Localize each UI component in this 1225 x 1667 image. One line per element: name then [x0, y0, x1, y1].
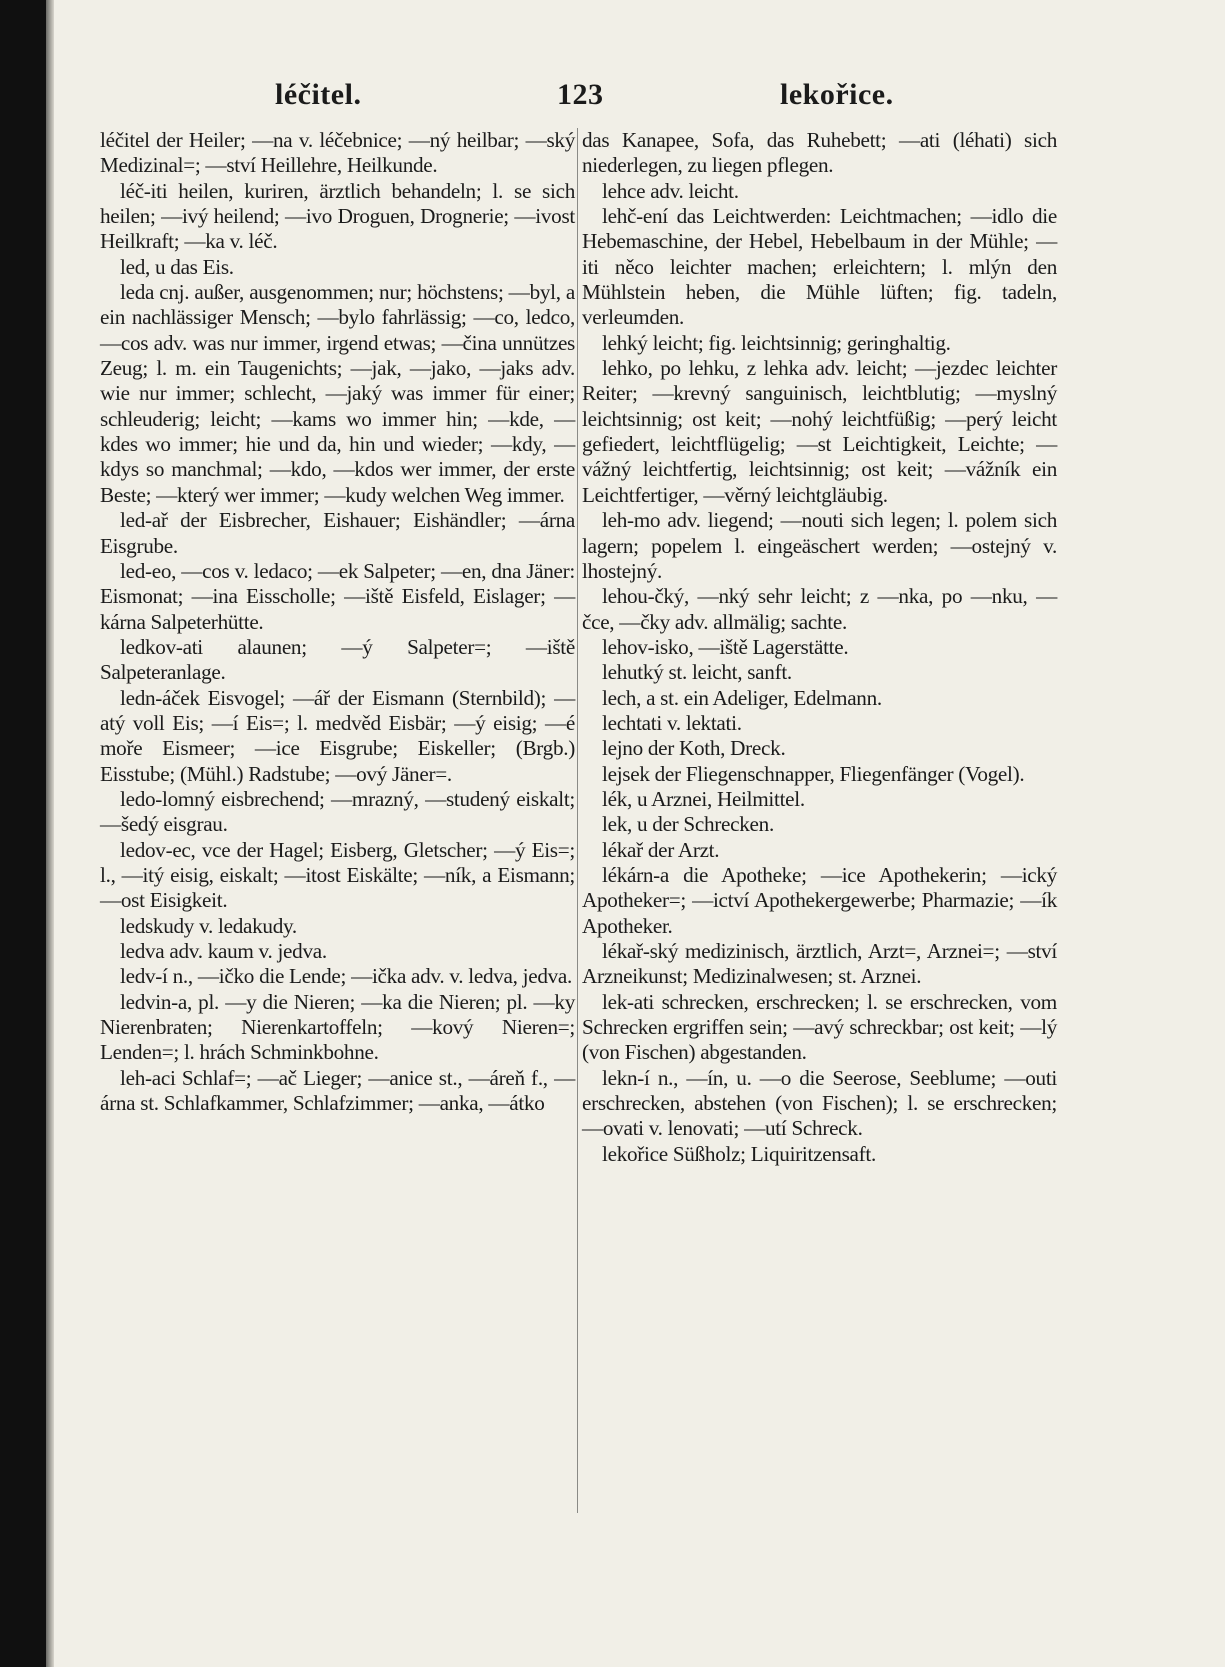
dictionary-entry: lek, u der Schrecken.	[602, 812, 774, 837]
dictionary-entry: lehko, po lehku, z lehka adv. leicht; —jezdec leichter Reiter; —krevný sanguinisch, leichtblutig; —myslný leichtsinnig; ost keit; —nohý leichtfüßig; —perý leicht gefiedert, leichtflügelig; —st Leichtigkeit, Leichte; —vážný leichtfertig, leichtsinnig; ost keit; —vážník ein Leichtfertiger, —věrný leichtgläubig.	[582, 356, 1057, 507]
right-column	[582, 128, 1057, 1167]
dictionary-entry: lehký leicht; fig. leichtsinnig; geringhaltig.	[602, 330, 951, 355]
dictionary-entry: lekořice Süßholz; Liquiritzensaft.	[602, 1141, 876, 1166]
dictionary-entry: lechtati v. lektati.	[602, 710, 742, 735]
dictionary-entry: lékárn-a die Apotheke; —ice Apothekerin; —ický Apotheker=; —ictví Apothekergewerbe; Pharmazie; —ík Apotheker.	[582, 862, 1057, 938]
dictionary-entry: leh-mo adv. liegend; —nouti sich legen; l. polem sich lagern; popelem l. eingeäschert werden; —ostejný v. lhostejný.	[582, 508, 1057, 583]
dictionary-entry: ledo-lomný eisbrechend; —mrazný, —studený eiskalt; —šedý eisgrau.	[100, 786, 575, 837]
dictionary-entry: ledov-ec, vce der Hagel; Eisberg, Gletscher; —ý Eis=; l., —itý eisig, eiskalt; —itost Eiskälte; —ník, a Eismann; —ost Eisigkeit.	[100, 837, 575, 913]
dictionary-entry: led, u das Eis.	[120, 254, 234, 279]
dictionary-entry: lek-ati schrecken, erschrecken; l. se erschrecken, vom Schrecken ergriffen sein; —avý schreckbar; ost keit; —lý (von Fischen) abgestanden.	[582, 989, 1057, 1065]
page-header	[95, 78, 1180, 124]
dictionary-entry: lekn-í n., —ín, u. —o die Seerose, Seeblume; —outi erschrecken, abstehen (von Fischen); l. se erschrecken; —ovati v. lenovati; —utí Schreck.	[582, 1065, 1057, 1141]
left-column	[100, 128, 575, 1116]
dictionary-entry: led-ař der Eisbrecher, Eishauer; Eishändler; —árna Eisgrube.	[100, 508, 575, 558]
dictionary-entry: léčitel der Heiler; —na v. léčebnice; —ný heilbar; —ský Medizinal=; —ství Heillehre, Heilkunde.	[100, 128, 575, 178]
dictionary-entry: leh-aci Schlaf=; —ač Lieger; —anice st., —áreň f., —árna st. Schlafkammer, Schlafzimmer; —anka, —átko	[100, 1065, 575, 1116]
dictionary-entry: ledv-í n., —ičko die Lende; —ička adv. v. ledva, jedva.	[120, 964, 573, 989]
column-divider	[577, 128, 578, 1513]
dictionary-entry: lékař-ský medizinisch, ärztlich, Arzt=, Arznei=; —ství Arzneikunst; Medizinalwesen; st. Arznei.	[582, 939, 1057, 989]
dictionary-entry: lech, a st. ein Adeliger, Edelmann.	[602, 685, 882, 710]
dictionary-entry: lehce adv. leicht.	[602, 178, 739, 203]
dictionary-entry: ledvin-a, pl. —y die Nieren; —ka die Nieren; pl. —ky Nierenbraten; Nierenkartoffeln; —kový Nieren=; Lenden=; l. hrách Schminkbohne.	[100, 989, 575, 1065]
dictionary-entry: lehou-čký, —nký sehr leicht; z —nka, po —nku, —čce, —čky adv. allmälig; sachte.	[582, 584, 1057, 634]
dictionary-entry: léč-iti heilen, kuriren, ärztlich behandeln; l. se sich heilen; —ivý heilend; —ivo Droguen, Drognerie; —ivost Heilkraft; —ka v. léč.	[100, 178, 575, 254]
dictionary-entry: lejno der Koth, Dreck.	[602, 736, 786, 761]
dictionary-entry: led-eo, —cos v. ledaco; —ek Salpeter; —en, dna Jäner: Eismonat; —ina Eisscholle; —iště Eisfeld, Eislager; —kárna Salpeterhütte.	[100, 558, 575, 634]
page-number: 123	[557, 78, 604, 111]
dictionary-entry: ledn-áček Eisvogel; —ář der Eismann (Sternbild); —atý voll Eis; —í Eis=; l. medvěd Eisbär; —ý eisig; —é moře Eismeer; —ice Eisgrube; Eiskeller; (Brgb.) Eisstube; (Mühl.) Radstube; —ový Jäner=.	[100, 685, 575, 786]
scan-binding-edge	[0, 0, 46, 1667]
right-guide-word: lekořice.	[780, 78, 894, 111]
dictionary-entry: lehutký st. leicht, sanft.	[602, 660, 792, 685]
dictionary-entry: lék, u Arznei, Heilmittel.	[602, 786, 805, 811]
dictionary-entry: ledva adv. kaum v. jedva.	[120, 939, 327, 963]
left-guide-word: léčitel.	[275, 78, 362, 111]
dictionary-entry: das Kanapee, Sofa, das Ruhebett; —ati (léhati) sich niederlegen, zu liegen pflegen.	[582, 128, 1057, 178]
scan-gutter-shadow	[46, 0, 54, 1667]
dictionary-entry: lehov-isko, —iště Lagerstätte.	[602, 634, 849, 659]
dictionary-entry: lékař der Arzt.	[602, 837, 720, 862]
dictionary-entry: ledkov-ati alaunen; —ý Salpeter=; —iště Salpeteranlage.	[100, 634, 575, 685]
dictionary-entry: lehč-ení das Leichtwerden: Leichtmachen; —idlo die Hebemaschine, der Hebel, Hebelbaum in der Mühle; —iti něco leichter machen; erleichtern; l. mlýn den Mühlstein heben, die Mühle lüften; fig. tadeln, verleumden.	[582, 204, 1057, 330]
dictionary-entry: lejsek der Fliegenschnapper, Fliegenfänger (Vogel).	[602, 761, 1025, 786]
dictionary-entry: ledskudy v. ledakudy.	[120, 913, 297, 938]
dictionary-entry: leda cnj. außer, ausgenommen; nur; höchstens; —byl, a ein nachlässiger Mensch; —bylo fahrlässig; —co, ledco, —cos adv. was nur immer, irgend etwas; —čina unnützes Zeug; l. m. ein Taugenichts; —jak, —jako, —jaks adv. wie nur immer; schlecht, —jaký was immer für einer; schleuderig; leicht; —kams wo immer hin; —kde, —kdes wo immer; hie und da, hin und wieder; —kdy, —kdys so manchmal; —kdo, —kdos wer immer, der erste Beste; —který wer immer; —kudy welchen Weg immer.	[100, 280, 575, 507]
